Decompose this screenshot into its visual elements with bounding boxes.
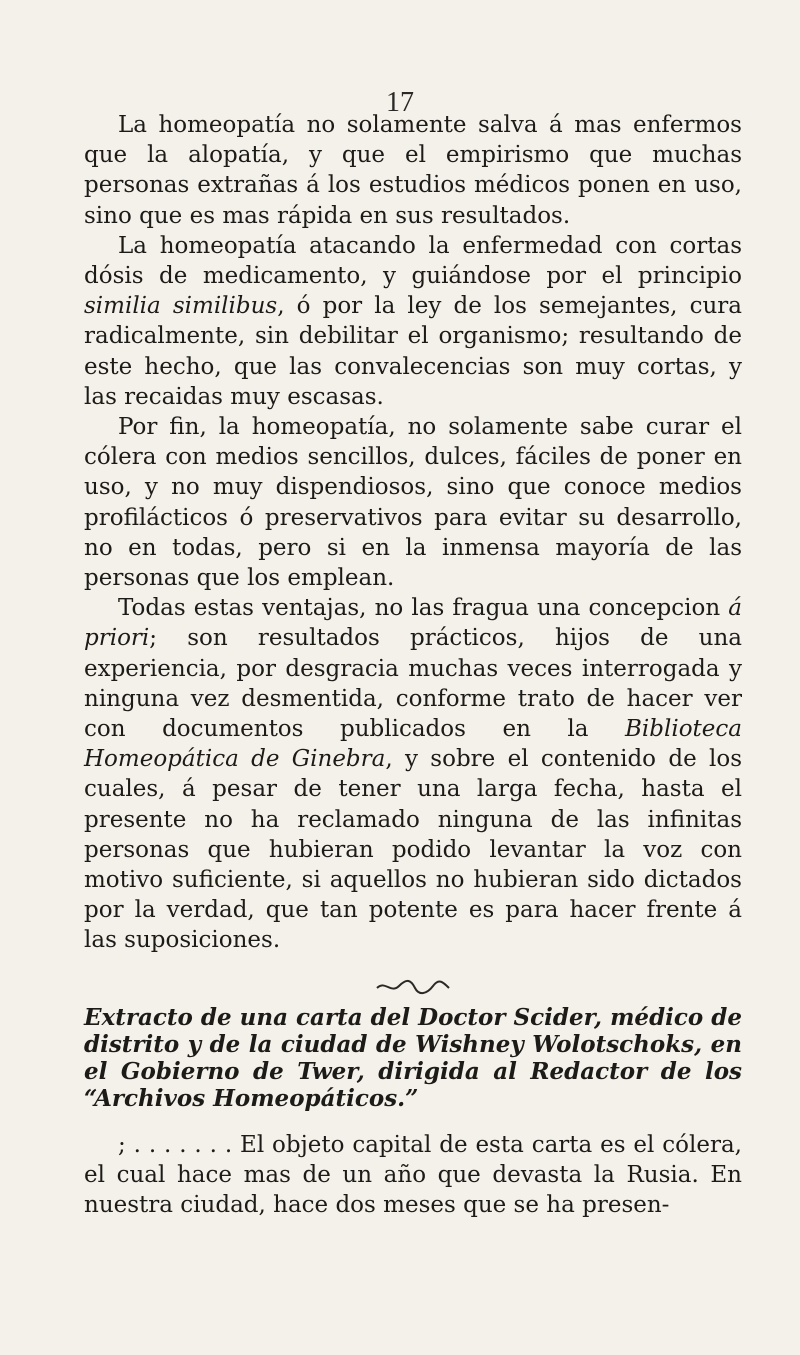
a-priori-phrase: á priori bbox=[84, 595, 742, 652]
paragraph-4-text-e: , y sobre el contenido de los cuales, á pesar de tener una larga fecha, hasta el presente no ha reclamado ninguna de las infinitas personas que hubieran podido levantar la voz con motivo suficiente, si aquellos no hubieran sido dictados por la verdad, que tan potente es para hacer frente á las suposiciones. bbox=[84, 746, 742, 954]
paragraph-3: Por fin, la homeopatía, no solamente sabe curar el cólera con medios sencillos, dulces, fáciles de poner en uso, y no muy dispendiosos, sino que conoce medios profilácticos ó preservativos para evitar su desarrollo, no en todas, pero si en la inmensa mayoría de las personas que los emplean. bbox=[84, 414, 742, 592]
ornament-divider-icon bbox=[373, 976, 453, 998]
letter-excerpt: ; . . . . . . . El objeto capital de esta carta es el cólera, el cual hace mas de un año que devasta la Rusia. En nuestra ciudad, hace dos meses que se ha presen- bbox=[84, 1131, 742, 1219]
paragraph-4-text-c: ; son resultados prácticos, hijos de una experiencia, por desgracia muchas veces interrogada y ninguna vez desmentida, conforme trato de hacer ver con documentos publicados en la bbox=[84, 625, 742, 743]
paragraph-1: La homeopatía no solamente salva á mas enfermos que la alopatía, y que el empirismo que muchas personas extrañas á los estudios médicos ponen en uso, sino que es mas rápida en sus resultados. bbox=[84, 112, 742, 229]
paragraph-4 bbox=[84, 593, 742, 955]
body-text bbox=[84, 110, 742, 1220]
page-number: 17 bbox=[386, 87, 414, 118]
paragraph-2 bbox=[84, 231, 742, 412]
paragraph-2-text-c: , ó por la ley de los semejantes, cura radicalmente, sin debilitar el organismo; resultando de este hecho, que las convalecencias son muy cortas, y las recaidas muy escasas. bbox=[84, 293, 742, 410]
letter-heading: Extracto de una carta del Doctor Scider, médico de distrito y de la ciudad de Wishney Wolotschoks, en el Gobierno de Twer, dirigida al Redactor de los “Archivos Homeopáticos.” bbox=[84, 1003, 742, 1112]
paragraph-4-text-a: Todas estas ventajas, no las fragua una concepcion bbox=[118, 595, 729, 622]
paragraph-2-text-a: La homeopatía atacando la enfermedad con cortas dósis de medicamento, y guiándose por el principio bbox=[84, 232, 742, 290]
latin-phrase: similia similibus bbox=[84, 293, 278, 320]
library-title: Biblioteca Homeopática de Ginebra bbox=[84, 716, 742, 773]
